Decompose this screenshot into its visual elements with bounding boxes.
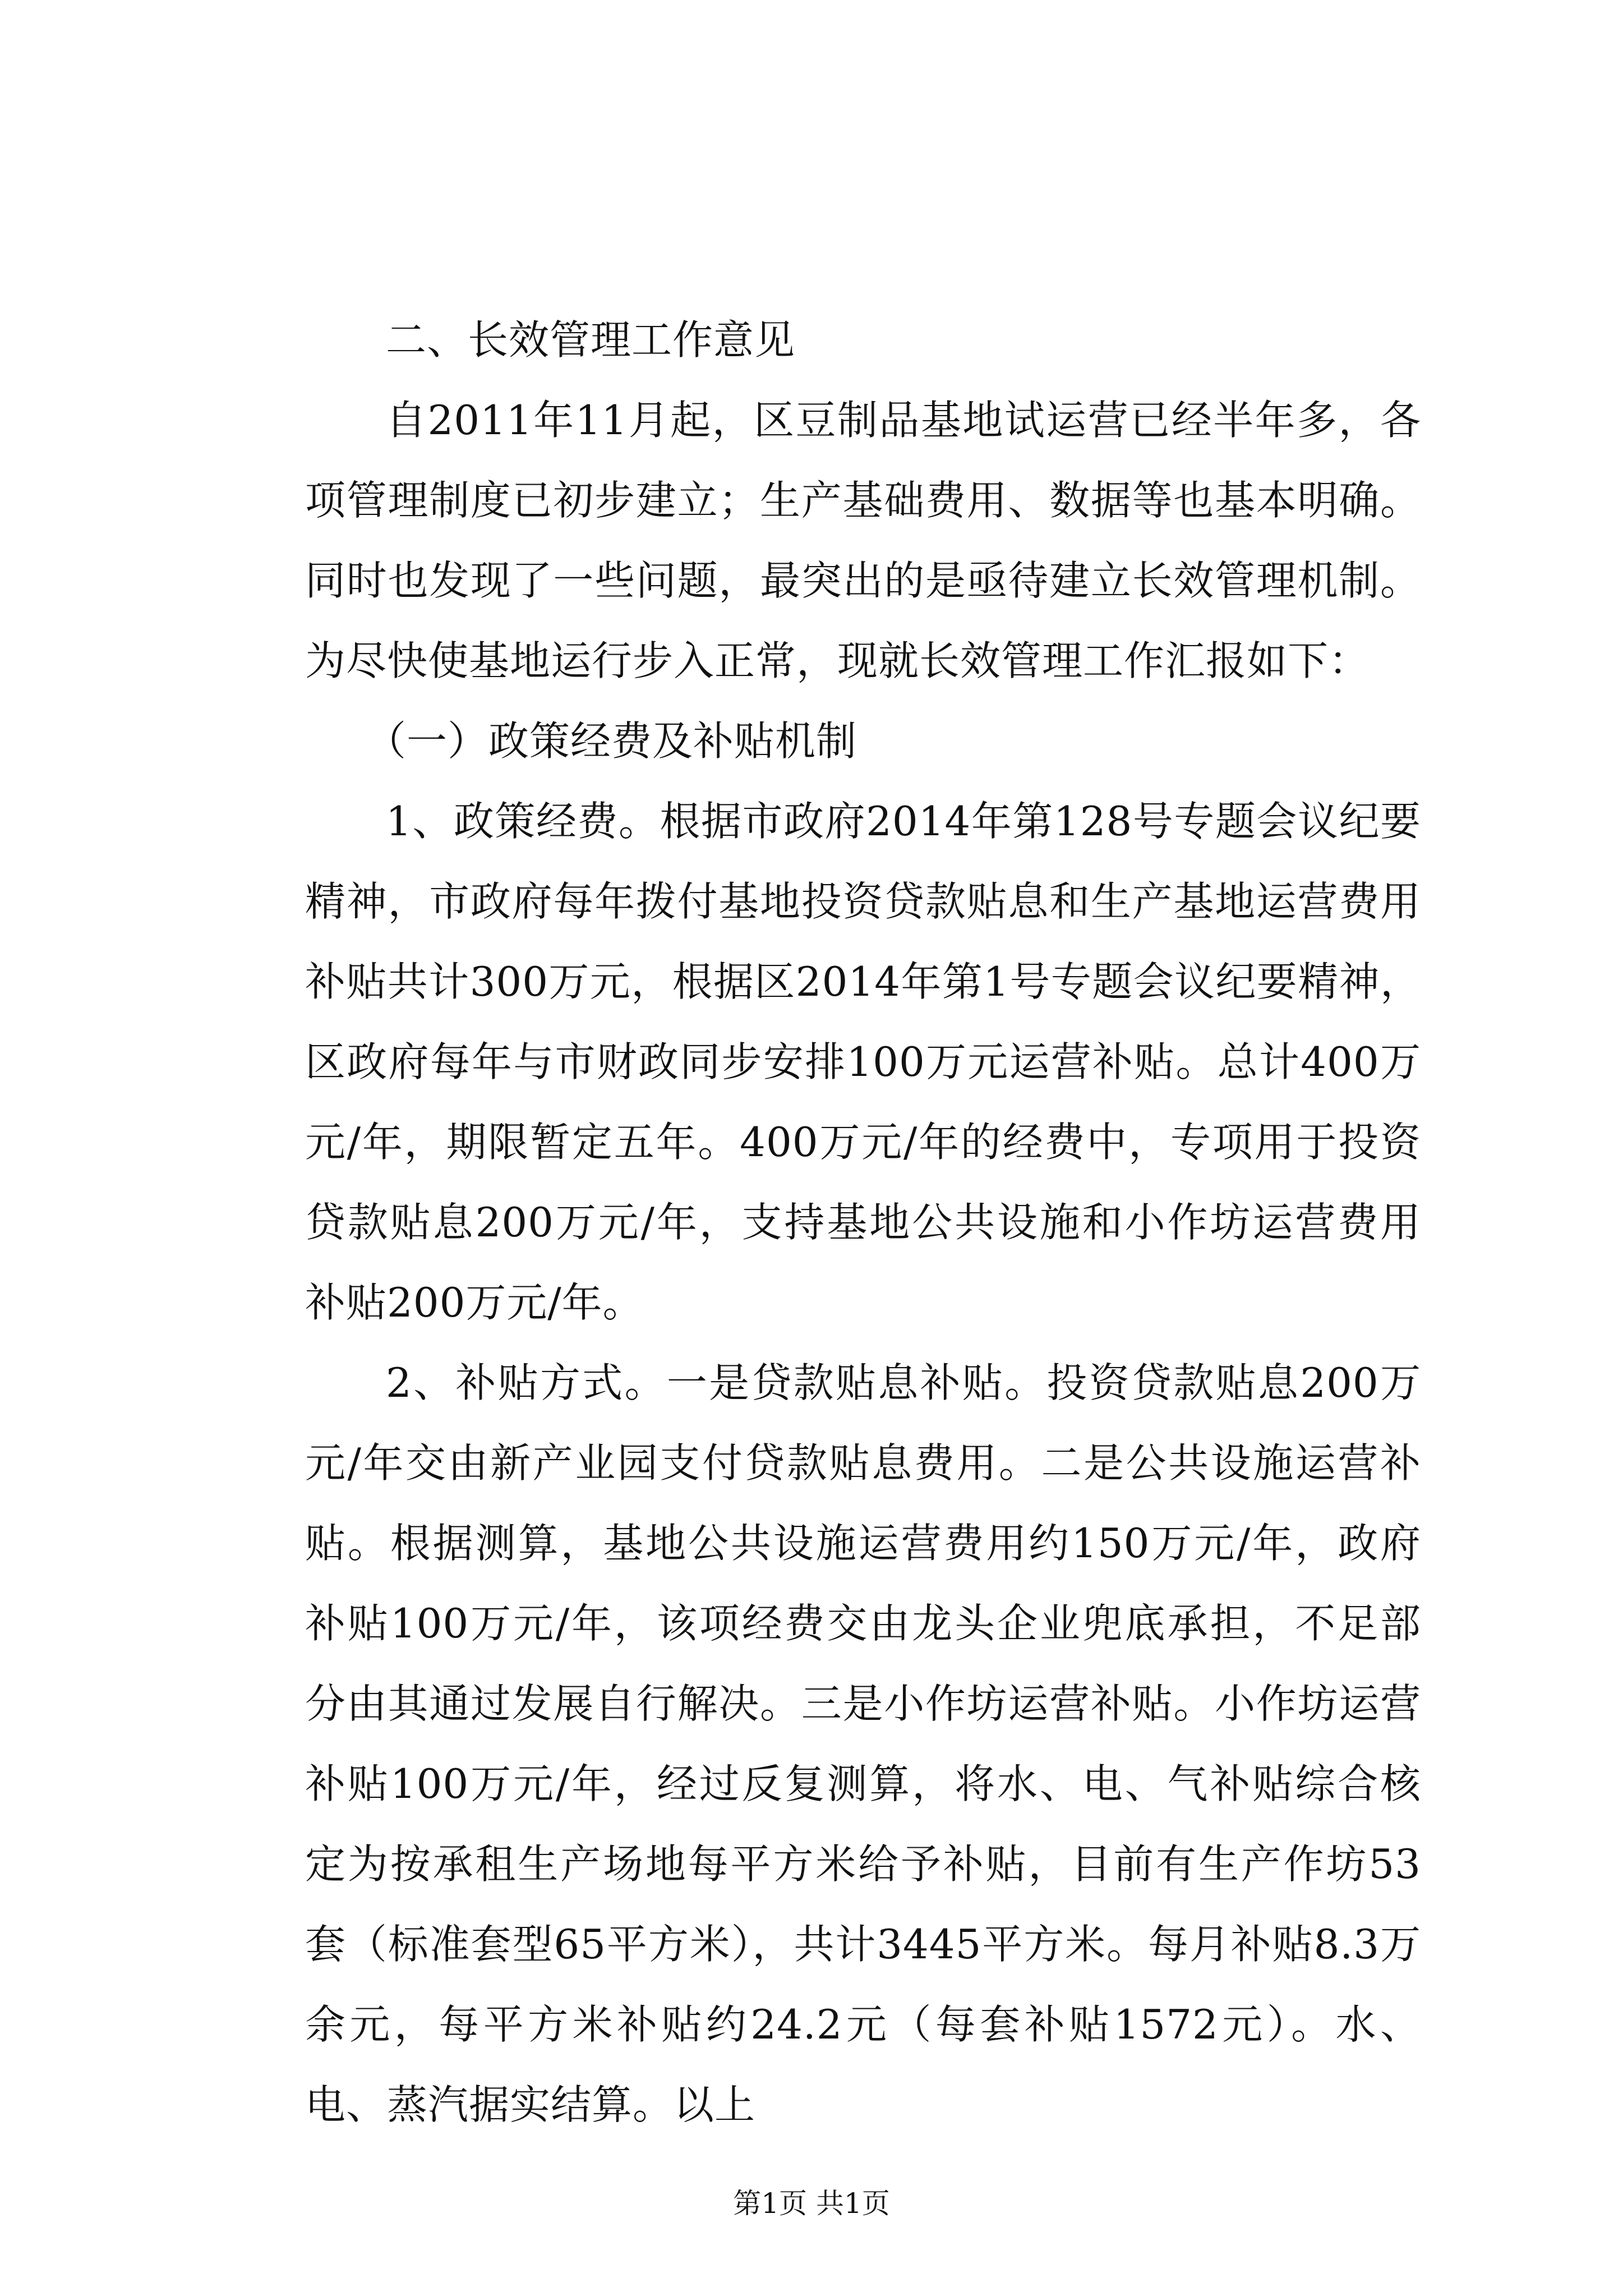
- subsection-heading: （一）政策经费及补贴机制: [366, 717, 857, 765]
- paragraph-policy-funding: 1、政策经费。根据市政府2014年第128号专题会议纪要精神，市政府每年拨付基地投资贷款贴息和生产基地运营费用补贴共计300万元，根据区2014年第1号专题会议纪要精神，区政府每年与市财政同步安排100万元运营补贴。总计400万元/年，期限暂定五年。400万元/年的经费中，专项用于投资贷款贴息200万元/年，支持基地公共设施和小作坊运营费用补贴200万元/年。: [305, 798, 1421, 1326]
- paragraph-subsidy-method: 2、补贴方式。一是贷款贴息补贴。投资贷款贴息200万元/年交由新产业园支付贷款贴息费用。二是公共设施运营补贴。根据测算，基地公共设施运营费用约150万元/年，政府补贴100万元/年，该项经费交由龙头企业兜底承担，不足部分由其通过发展自行解决。三是小作坊运营补贴。小作坊运营补贴100万元/年，经过反复测算，将水、电、气补贴综合核定为按承租生产场地每平方米给予补贴，目前有生产作坊53套（标准套型65平方米），共计3445平方米。每月补贴8.3万余元，每平方米补贴约24.2元（每套补贴1572元）。水、电、蒸汽据实结算。以上: [305, 1359, 1421, 2128]
- section-heading: 二、长效管理工作意见: [386, 316, 796, 364]
- intro-paragraph: 自2011年11月起，区豆制品基地试运营已经半年多，各项管理制度已初步建立；生产基础费用、数据等也基本明确。同时也发现了一些问题，最突出的是亟待建立长效管理机制。为尽快使基地运行步入正常，现就长效管理工作汇报如下：: [305, 397, 1421, 684]
- document-body: [305, 300, 1421, 2145]
- page-footer: 第1页 共1页: [733, 2187, 890, 2220]
